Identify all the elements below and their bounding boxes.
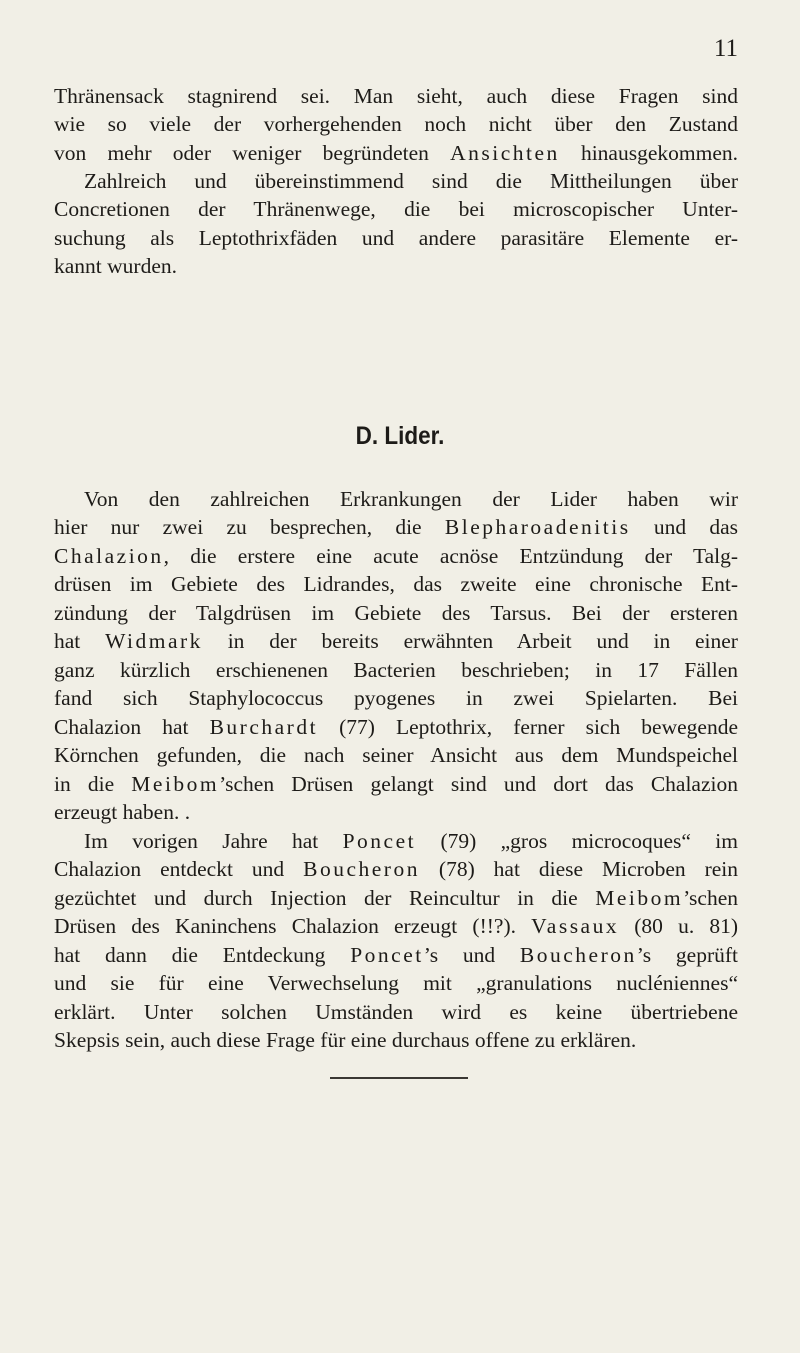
text-run: Drüsen des Kaninchens Chalazion erzeugt (!!?). [54,914,532,938]
text-line [54,139,738,167]
text-line: fand sich Staphylococcus pyogenes in zwei Spielarten. Bei [54,686,738,710]
text-line [54,627,738,655]
text-run: ’schen Drüsen gelangt sind und dort das Chalazion [219,772,738,796]
emphasized-term: Boucheron [303,857,420,881]
emphasized-term: Blepharoadenitis [444,515,631,539]
emphasized-term: Meibom [595,886,684,910]
text-line: drüsen im Gebiete des Lidrandes, das zweite eine chronische Ent- [54,572,738,596]
text-run: hat [54,629,106,653]
text-run: (78) hat diese Microben rein [419,857,738,881]
emphasized-term: Poncet [342,829,417,853]
text-run: (79) „gros microcoques“ im [416,829,738,853]
emphasized-term: Burchardt [209,715,319,739]
text-run: ’s geprüft [636,943,738,967]
text-line [54,713,738,741]
text-run: von mehr oder weniger begründeten [54,141,451,165]
text-line: wie so viele der vorhergehenden noch nicht über den Zustand [54,112,738,136]
text-run: ’schen [683,886,738,910]
text-line: Thränensack stagnirend sei. Man sieht, auch diese Fragen sind [54,84,738,108]
text-line: Skepsis sein, auch diese Frage für eine durchaus offene zu erklären. [54,1028,637,1052]
text-run: Chalazion entdeckt und [54,857,304,881]
text-line [84,827,738,855]
text-run: hier nur zwei zu besprechen, die [54,515,445,539]
text-line [54,855,738,883]
text-line: Concretionen der Thränenwege, die bei microscopischer Unter- [54,197,738,221]
text-line [54,884,738,912]
emphasized-term: Poncet [350,943,424,967]
text-line: kannt wurden. [54,254,177,278]
text-line: und sie für eine Verwechselung mit „granulations nucléniennes“ [54,971,738,995]
emphasized-term: Meibom [131,772,220,796]
text-line: erzeugt haben. . [54,800,191,824]
text-run: hat dann die Entdeckung [54,943,351,967]
emphasized-term: Widmark [105,629,203,653]
text-run: in der bereits erwähnten Arbeit und in einer [202,629,738,653]
text-line: zündung der Talgdrüsen im Gebiete des Tarsus. Bei der ersteren [54,601,738,625]
text-run: hinausgekommen. [559,141,738,165]
text-line: suchung als Leptothrixfäden und andere parasitäre Elemente er- [54,226,738,250]
text-run: gezüchtet und durch Injection der Reincultur in die [54,886,596,910]
text-run: Chalazion hat [54,715,210,739]
text-line [54,912,738,940]
end-rule [330,1077,468,1079]
text-run: ’s und [423,943,520,967]
section-heading: D. Lider. [355,422,445,450]
text-run: (80 u. 81) [619,914,738,938]
emphasized-term: Vassaux [531,914,620,938]
text-line [54,941,738,969]
text-run: und das [630,515,738,539]
text-run: in die [54,772,132,796]
text-line: erklärt. Unter solchen Umständen wird es keine übertriebene [54,1000,738,1024]
text-run: , die erstere eine acute acnöse Entzündung der Talg- [163,544,738,568]
text-line [54,542,738,570]
emphasized-term: Boucheron [519,943,637,967]
text-line [54,770,738,798]
text-line: Zahlreich und übereinstimmend sind die Mittheilungen über [84,169,738,193]
text-line [54,513,738,541]
emphasized-term: Ansichten [450,141,560,165]
page-number: 11 [713,35,738,62]
emphasized-term: Chalazion [54,544,164,568]
text-run: (77) Leptothrix, ferner sich bewegende [318,715,738,739]
text-line: Körnchen gefunden, die nach seiner Ansicht aus dem Mundspeichel [54,743,738,767]
text-run: Im vorigen Jahre hat [84,829,343,853]
text-line: ganz kürzlich erschienenen Bacterien beschrieben; in 17 Fällen [54,658,738,682]
text-line: Von den zahlreichen Erkrankungen der Lider haben wir [84,487,738,511]
